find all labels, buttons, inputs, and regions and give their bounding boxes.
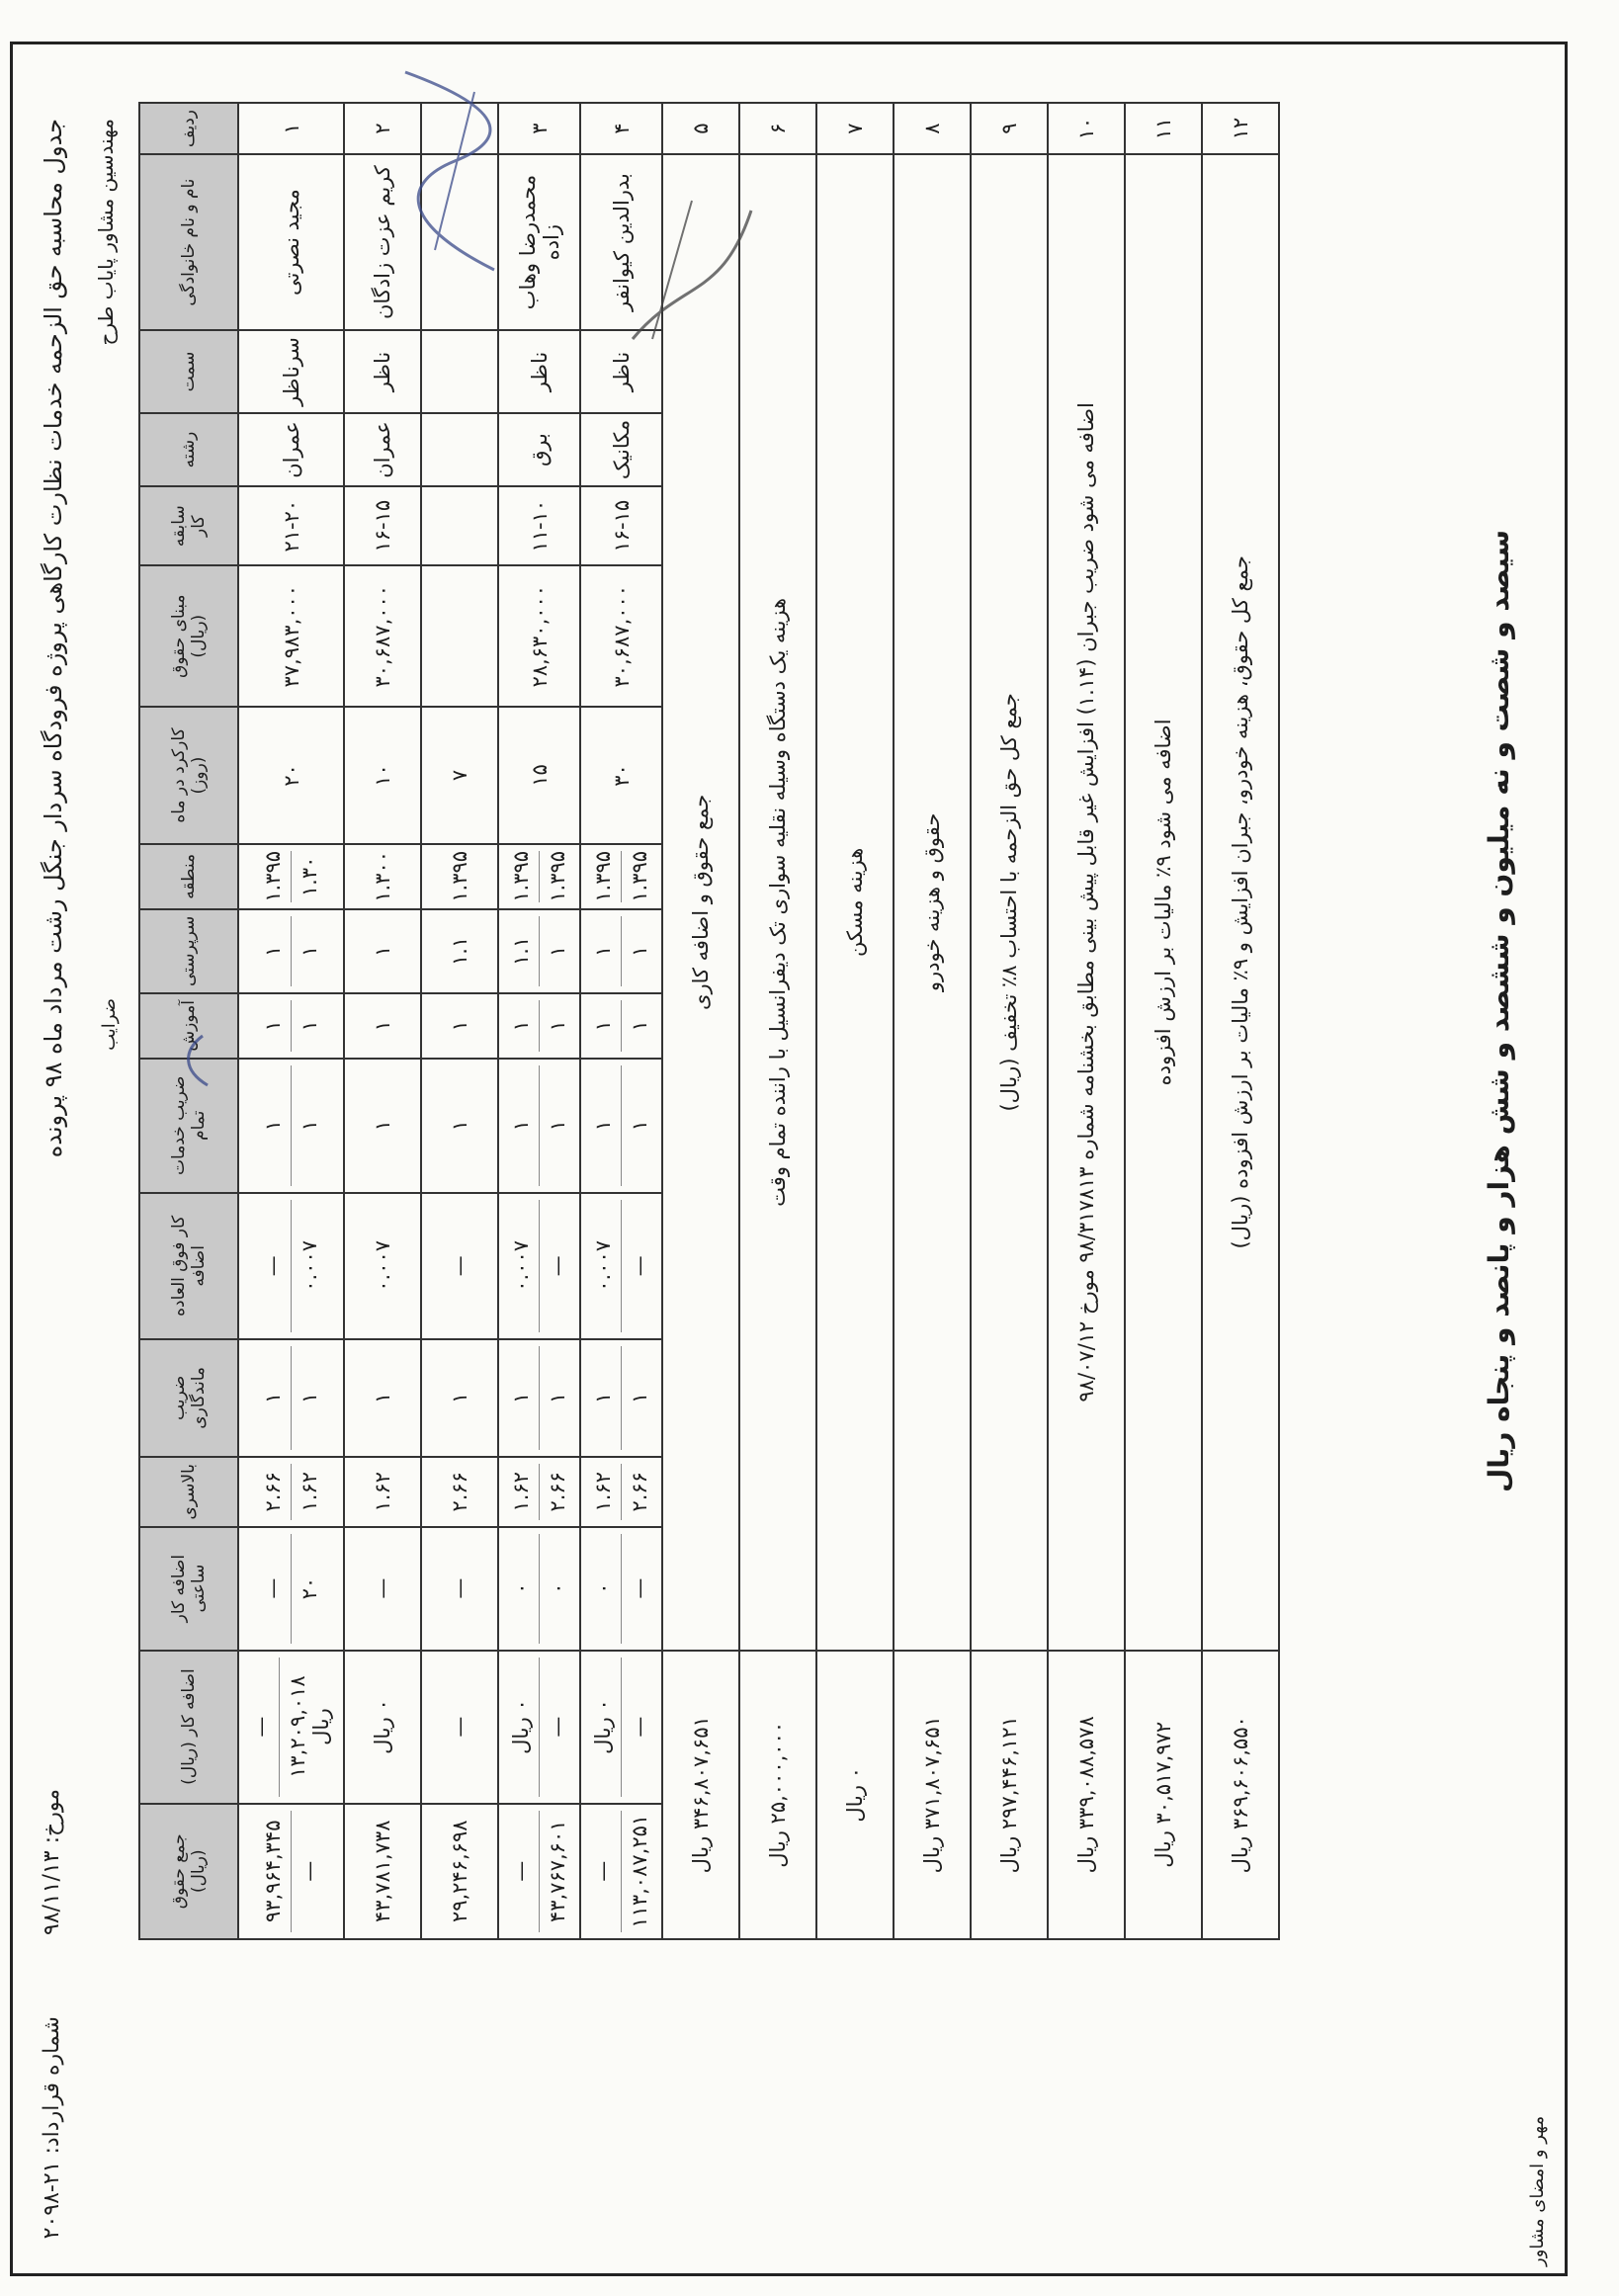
summary-label: هزینه یک دستگاه وسیله نقلیه سواری تک دیفرانسیل با راننده تمام وقت: [739, 154, 816, 1651]
contract-number: شماره قرارداد: ۲۱-۲۰۹۸: [40, 2016, 64, 2240]
cell-value: ۱.۶۲: [591, 1472, 615, 1512]
cell-supervision: [344, 909, 421, 993]
cell-days: ۲۰: [238, 707, 344, 844]
cell-field: برق: [498, 413, 580, 486]
consultant-name: مهندسین مشاور پایاب طرح: [94, 119, 118, 346]
cell-fulltime: [344, 1059, 421, 1193]
cell-value: ۰: [509, 1582, 533, 1594]
summary-value: ۳۷۱,۸۰۷,۶۵۱ ریال: [894, 1651, 971, 1939]
cell-value: ۱: [591, 1020, 615, 1032]
summary-value: ۳۳۹,۰۸۸,۵۷۸ ریال: [1048, 1651, 1125, 1939]
coefficients-label: ضرایب: [99, 998, 120, 1051]
cell-days: ۷: [421, 707, 498, 844]
cell-value: —: [448, 1577, 471, 1599]
cell-name: محمدرضا وهاب زاده: [498, 154, 580, 330]
summary-label: هزینه مسکن: [816, 154, 894, 1651]
cell-value: ۰: [539, 1534, 575, 1644]
cell-training: [498, 993, 580, 1059]
cell-value: —: [539, 1658, 575, 1797]
cell-value: —: [539, 1200, 575, 1332]
cell-value: ۱: [591, 1120, 615, 1132]
summary-value: ۲۹۷,۴۴۶,۱۲۱ ریال: [971, 1651, 1048, 1939]
cell-value: ۱: [261, 1120, 285, 1132]
cell-no: ۱: [238, 103, 344, 154]
column-header-15: اضافه کار (ریال): [139, 1651, 238, 1804]
summary-row: [894, 103, 971, 1939]
signature-scribble-2: [613, 181, 771, 359]
summary-row: [971, 103, 1048, 1939]
cell-value: ۱: [539, 1065, 575, 1186]
column-header-2: سمت: [139, 330, 238, 413]
summary-row-number: ۶: [739, 103, 816, 154]
cell-value: ۲.۶۶: [448, 1472, 471, 1512]
cell-supervision: [580, 909, 662, 993]
cell-role: سرناظر: [238, 330, 344, 413]
cell-value: ۱: [291, 1000, 327, 1052]
cell-value: ۱.۶۲: [291, 1464, 327, 1520]
cell-training: [421, 993, 498, 1059]
cell-value: ۱: [291, 1346, 327, 1450]
column-header-11: کار فوق العاده اضافه: [139, 1193, 238, 1339]
cell-total: [580, 1804, 662, 1939]
cell-days: ۱۵: [498, 707, 580, 844]
cell-value: ۱: [261, 1020, 285, 1032]
cell-value: ۱.۳۹۵: [509, 850, 533, 902]
signature-scribble-1: [376, 62, 514, 280]
cell-value: ۱.۱: [448, 936, 471, 966]
cell-overhead: [580, 1457, 662, 1527]
signature-mark: [178, 1031, 217, 1090]
cell-value: ۱: [509, 1020, 533, 1032]
cell-role: ناظر: [498, 330, 580, 413]
cell-value: ۱.۳۹۵: [448, 850, 471, 902]
cell-value: ۱.۱: [509, 936, 533, 966]
cell-role: ناظر: [344, 330, 421, 413]
cell-value: ۱.۶۲: [371, 1472, 394, 1512]
cell-experience: [421, 486, 498, 565]
cell-hourly_ot: [344, 1527, 421, 1651]
cell-value: —: [591, 1860, 615, 1882]
cell-value: ۱۳,۲۰۹,۰۱۸ ریال: [279, 1658, 339, 1797]
cell-value: ۱: [621, 916, 657, 986]
column-header-10: ضریب خدمات تمام: [139, 1059, 238, 1193]
cell-ot_amount: [421, 1651, 498, 1804]
cell-supervision: [238, 909, 344, 993]
cell-region: [238, 844, 344, 909]
cell-hourly_ot: [498, 1527, 580, 1651]
cell-value: ۱.۳۹۵: [261, 850, 285, 902]
cell-value: ۱۱۳,۰۸۷,۲۵۱: [621, 1811, 657, 1932]
cell-overhead: [238, 1457, 344, 1527]
cell-base: ۳۰,۶۸۷,۰۰۰: [580, 565, 662, 707]
column-header-12: ضریب ماندگاری: [139, 1339, 238, 1457]
cell-base: ۲۸,۶۳۰,۰۰۰: [498, 565, 580, 707]
cell-value: —: [448, 1255, 471, 1277]
summary-row-number: ۹: [971, 103, 1048, 154]
cell-role: [421, 330, 498, 413]
cell-retention: [498, 1339, 580, 1457]
summary-row-number: ۱۱: [1125, 103, 1202, 154]
cell-value: ۱: [539, 1346, 575, 1450]
cell-extra_coef: [238, 1193, 344, 1339]
cell-extra_coef: [580, 1193, 662, 1339]
summary-row-number: ۸: [894, 103, 971, 154]
cell-experience: ۱۶-۱۵: [580, 486, 662, 565]
cell-value: ۱.۳۰: [291, 851, 327, 902]
summary-row-number: ۵: [662, 103, 739, 154]
cell-value: ۱: [621, 1065, 657, 1186]
cell-value: ۱: [539, 1000, 575, 1052]
cell-value: ۱: [591, 945, 615, 958]
cell-value: —: [509, 1860, 533, 1882]
cell-value: —: [371, 1577, 394, 1599]
cell-value: ۱: [509, 1120, 533, 1132]
cell-total: [344, 1804, 421, 1939]
cell-value: ۱: [539, 916, 575, 986]
cell-extra_coef: [498, 1193, 580, 1339]
cell-name: بدرالدین کیوانفر: [580, 154, 662, 330]
cell-value: ۲.۶۶: [261, 1472, 285, 1512]
cell-region: [498, 844, 580, 909]
cell-training: [238, 993, 344, 1059]
cell-base: [421, 565, 498, 707]
cell-value: ۱: [371, 1120, 394, 1132]
contract-date: مورخ: ۹۸/۱۱/۱۳: [40, 1789, 64, 1936]
cell-region: [344, 844, 421, 909]
column-header-0: ردیف: [139, 103, 238, 154]
cell-experience: ۱۱-۱۰: [498, 486, 580, 565]
column-header-8: سرپرستی: [139, 909, 238, 993]
cell-value: —: [621, 1658, 657, 1797]
document-title: جدول محاسبه حق الزحمه خدمات نظارت کارگاهی پروژه فرودگاه سردار جنگل رشت مرداد ماه ۹۸ پرونده: [40, 119, 67, 1158]
summary-label: حقوق و هزینه خودرو: [894, 154, 971, 1651]
summary-row: [739, 103, 816, 1939]
summary-label: اضافه می شود ۹٪ مالیات بر ارزش افزوده: [1125, 154, 1202, 1651]
stamp-label: مهر و امضای مشاور: [1527, 2115, 1548, 2266]
cell-value: ۱.۳۹۵: [591, 850, 615, 902]
cell-retention: [344, 1339, 421, 1457]
cell-base: ۳۰,۶۸۷,۰۰۰: [344, 565, 421, 707]
cell-experience: ۲۱-۲۰: [238, 486, 344, 565]
cell-field: [421, 413, 498, 486]
cell-hourly_ot: [580, 1527, 662, 1651]
cell-role: ناظر: [580, 330, 662, 413]
cell-value: ۱: [261, 945, 285, 958]
cell-value: ۱: [621, 1000, 657, 1052]
cell-hourly_ot: [421, 1527, 498, 1651]
cell-value: ۲۹,۲۴۶,۶۹۸: [448, 1820, 471, 1923]
column-header-1: نام و نام خانوادگی: [139, 154, 238, 330]
table-row: [580, 103, 662, 1939]
table-row: [498, 103, 580, 1939]
summary-row: [1125, 103, 1202, 1939]
cell-total: [421, 1804, 498, 1939]
cell-value: ۲۰: [291, 1534, 327, 1644]
table-row: [344, 103, 421, 1939]
cell-supervision: [421, 909, 498, 993]
column-header-4: سابقه کار: [139, 486, 238, 565]
cell-value: —: [621, 1200, 657, 1332]
cell-value: ۱.۶۲: [509, 1472, 533, 1512]
payroll-table: [138, 102, 1280, 1940]
cell-training: [580, 993, 662, 1059]
cell-fulltime: [580, 1059, 662, 1193]
cell-value: ۱: [371, 1392, 394, 1403]
cell-retention: [580, 1339, 662, 1457]
cell-value: ۱: [621, 1346, 657, 1450]
summary-value: ۰ ریال: [816, 1651, 894, 1939]
summary-label: جمع حقوق و اضافه کاری: [662, 154, 739, 1651]
cell-days: ۱۰: [344, 707, 421, 844]
column-header-3: رشته: [139, 413, 238, 486]
cell-value: ۱: [448, 1020, 471, 1032]
table-row: [421, 103, 498, 1939]
cell-hourly_ot: [238, 1527, 344, 1651]
cell-value: ۱: [371, 1020, 394, 1032]
cell-value: —: [621, 1534, 657, 1644]
cell-value: ۱: [448, 1120, 471, 1132]
cell-retention: [421, 1339, 498, 1457]
cell-value: —: [249, 1716, 273, 1738]
column-header-7: منطقه: [139, 844, 238, 909]
cell-ot_amount: [580, 1651, 662, 1804]
column-header-14: اضافه کار ساعتی: [139, 1527, 238, 1651]
cell-value: ۱: [291, 1065, 327, 1186]
cell-value: ۹۳,۹۶۴,۳۴۵: [261, 1820, 285, 1923]
cell-value: ۰ ریال: [509, 1699, 533, 1754]
summary-row: [1048, 103, 1125, 1939]
total-in-words: سیصد و شصت و نه میلیون و ششصد و شش هزار و پانصد و پنجاه ریال: [1483, 529, 1515, 1493]
summary-row-number: ۱۰: [1048, 103, 1125, 154]
cell-value: ۴۳,۷۸۱,۷۳۸: [371, 1820, 394, 1923]
cell-fulltime: [421, 1059, 498, 1193]
cell-value: ۰.۰۰۷: [371, 1239, 394, 1292]
cell-value: ۱: [261, 1392, 285, 1403]
summary-label: جمع کل حق الزحمه با احتساب ۸٪ تخفیف (ریال): [971, 154, 1048, 1651]
cell-experience: ۱۶-۱۵: [344, 486, 421, 565]
summary-value: ۳۴۶,۸۰۷,۶۵۱ ریال: [662, 1651, 739, 1939]
summary-value: ۳۶۹,۶۰۶,۵۵۰ ریال: [1202, 1651, 1279, 1939]
cell-value: ۱.۳۹۵: [621, 851, 657, 902]
cell-field: عمران: [344, 413, 421, 486]
cell-region: [421, 844, 498, 909]
cell-overhead: [344, 1457, 421, 1527]
cell-value: ۲.۶۶: [621, 1464, 657, 1520]
cell-fulltime: [498, 1059, 580, 1193]
cell-total: [498, 1804, 580, 1939]
cell-name: کریم عزت زادگان: [344, 154, 421, 330]
summary-row: [816, 103, 894, 1939]
cell-value: ۰.۰۰۷: [509, 1239, 533, 1292]
cell-field: مکانیک: [580, 413, 662, 486]
column-header-5: مبنای حقوق (ریال): [139, 565, 238, 707]
cell-base: ۳۷,۹۸۳,۰۰۰: [238, 565, 344, 707]
cell-region: [580, 844, 662, 909]
cell-training: [344, 993, 421, 1059]
cell-value: ۰.۰۰۷: [291, 1200, 327, 1332]
cell-no: ۳: [498, 103, 580, 154]
cell-total: [238, 1804, 344, 1939]
cell-ot_amount: [498, 1651, 580, 1804]
cell-name: مجید نصرتی: [238, 154, 344, 330]
cell-value: ۱.۳۹۵: [539, 851, 575, 902]
cell-value: —: [448, 1716, 471, 1738]
cell-field: عمران: [238, 413, 344, 486]
cell-value: ۲.۶۶: [539, 1464, 575, 1520]
cell-extra_coef: [344, 1193, 421, 1339]
cell-value: ۰ ریال: [591, 1699, 615, 1754]
cell-ot_amount: [238, 1651, 344, 1804]
cell-extra_coef: [421, 1193, 498, 1339]
summary-row: [1202, 103, 1279, 1939]
cell-value: ۰.۰۰۷: [591, 1239, 615, 1292]
cell-ot_amount: [344, 1651, 421, 1804]
cell-value: —: [261, 1577, 285, 1599]
cell-value: ۱: [509, 1392, 533, 1403]
summary-row-number: ۷: [816, 103, 894, 154]
cell-value: ۱: [291, 916, 327, 986]
cell-overhead: [421, 1457, 498, 1527]
cell-value: ۱: [591, 1392, 615, 1403]
cell-overhead: [498, 1457, 580, 1527]
cell-value: ۰: [591, 1582, 615, 1594]
cell-value: ۱: [371, 945, 394, 958]
cell-value: —: [291, 1811, 327, 1932]
column-header-row: [139, 103, 238, 1939]
cell-supervision: [498, 909, 580, 993]
summary-value: ۲۵,۰۰۰,۰۰۰ ریال: [739, 1651, 816, 1939]
column-header-16: جمع حقوق (ریال): [139, 1804, 238, 1939]
cell-value: ۱: [448, 1392, 471, 1403]
cell-fulltime: [238, 1059, 344, 1193]
cell-no: ۴: [580, 103, 662, 154]
cell-value: —: [261, 1255, 285, 1277]
cell-value: ۰ ریال: [371, 1699, 394, 1754]
summary-label: جمع کل حقوق، هزینه خودرو، جبران افزایش و ۹٪ مالیات بر ارزش افزوده (ریال): [1202, 154, 1279, 1651]
summary-label: اضافه می شود ضریب جبران (۱.۱۴) افزایش غیر قابل پیش بینی مطابق بخشنامه شماره ۹۸/۳۱۷۸۱۳ مورخ ۹۸/۰۷/۱۲: [1048, 154, 1125, 1651]
table-row: [238, 103, 344, 1939]
cell-days: ۳۰: [580, 707, 662, 844]
column-header-9: آموزش: [139, 993, 238, 1059]
column-header-6: کارکرد در ماه (روز): [139, 707, 238, 844]
cell-value: ۱.۳۰۰: [371, 850, 394, 902]
column-header-13: بالاسری: [139, 1457, 238, 1527]
cell-retention: [238, 1339, 344, 1457]
summary-value: ۳۰,۵۱۷,۹۷۲ ریال: [1125, 1651, 1202, 1939]
summary-row: [662, 103, 739, 1939]
summary-row-number: ۱۲: [1202, 103, 1279, 154]
cell-no: ۲: [344, 103, 421, 154]
cell-value: ۴۳,۷۶۷,۶۰۱: [539, 1811, 575, 1932]
